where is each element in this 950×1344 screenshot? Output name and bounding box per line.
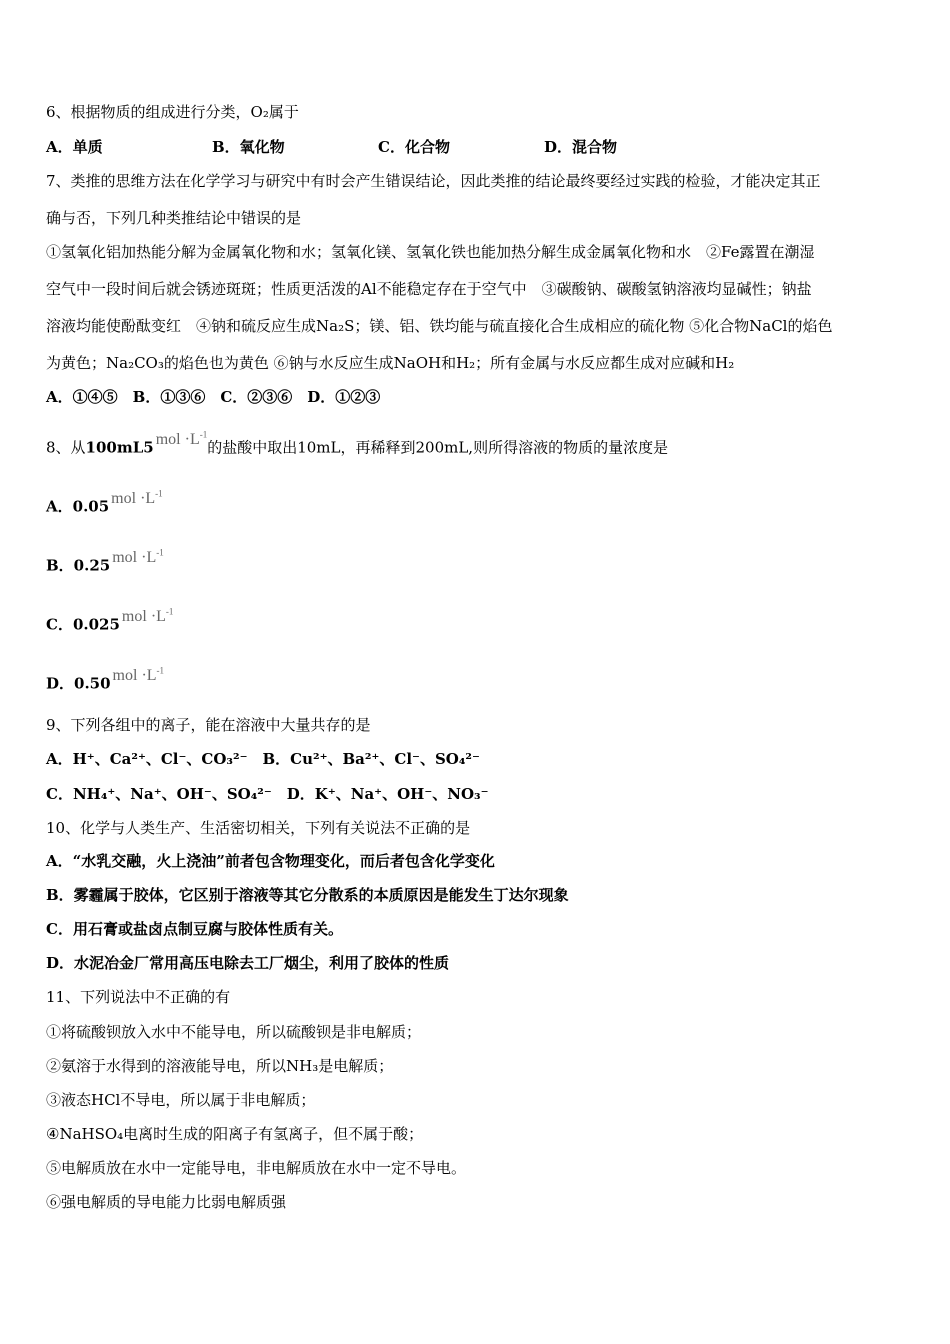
q11-item-6: ⑥强电解质的导电能力比弱电解质强 [46,1193,287,1211]
q11-item-5: ⑤电解质放在水中一定能导电，非电解质放在水中一定不导电。 [46,1159,467,1177]
q8-stem-rest: 的盐酸中取出10mL，再稀释到200mL,则所得溶液的物质的量浓度是 [207,438,669,457]
q8-option-a: A．0.05 mol $\cdot L^{-1}$ [46,489,163,516]
q6-option-a: A．单质 [46,138,103,156]
q6-stem: 6、根据物质的组成进行分类，O₂属于 [46,103,299,121]
q11-item-1: ①将硫酸钡放入水中不能导电，所以硫酸钡是非电解质； [46,1023,422,1041]
q9-stem: 9、下列各组中的离子，能在溶液中大量共存的是 [46,716,371,734]
q7-options: A．①④⑤ B．①③⑥ C．②③⑥ D．①②③ [46,388,381,406]
q11-item-3: ③液态HCl不导电，所以属于非电解质； [46,1091,316,1109]
q10-option-b: B．雾霾属于胶体，它区别于溶液等其它分散系的本质原因是能发生丁达尔现象 [46,886,569,904]
q6-options [46,137,906,157]
q8-option-d: D．0.50 mol $\cdot L^{-1}$ [46,666,165,693]
q10-stem: 10、化学与人类生产、生活密切相关，下列有关说法不正确的是 [46,819,471,837]
q10-option-a: A．“水乳交融，火上浇油”前者包含物理变化，而后者包含化学变化 [46,852,495,870]
q10-option-d: D．水泥冶金厂常用高压电除去工厂烟尘，利用了胶体的性质 [46,954,450,972]
q7-body-line1: ①氢氧化铝加热能分解为金属氧化物和水；氢氧化镁、氢氧化铁也能加热分解生成金属氧化物和水 ②Fe露置在潮湿 [46,243,815,261]
q6-option-b: B．氧化物 [212,138,285,156]
q8-stem [46,430,906,458]
q11-item-4: ④NaHSO₄电离时生成的阳离子有氢离子，但不属于酸； [46,1125,424,1143]
q8-stem-prefix: 8、从 [46,438,86,457]
q8-option-c: C．0.025 mol $\cdot L^{-1}$ [46,607,174,634]
q7-body-line2: 空气中一段时间后就会锈迹斑斑；性质更活泼的Al不能稳定存在于空气中 ③碳酸钠、碳酸氢钠溶液均显碱性；钠盐 [46,280,812,298]
q8-option-b: B．0.25 mol $\cdot L^{-1}$ [46,548,164,575]
q11-stem: 11、下列说法中不正确的有 [46,988,231,1006]
q9-options-line1: A．H⁺、Ca²⁺、Cl⁻、CO₃²⁻ B．Cu²⁺、Ba²⁺、Cl⁻、SO₄²⁻ [46,750,480,768]
q8-stem-unit: mol $\cdot L^{-1}$ [155,430,208,449]
q6-option-d: D．混合物 [544,138,618,156]
q7-body-line4: 为黄色；Na₂CO₃的焰色也为黄色 ⑥钠与水反应生成NaOH和H₂；所有金属与水反应都生成对应碱和H₂ [46,354,735,372]
q9-options-line2: C．NH₄⁺、Na⁺、OH⁻、SO₄²⁻ D．K⁺、Na⁺、OH⁻、NO₃⁻ [46,785,489,803]
q8-stem-volume: 100mL5 [85,438,154,457]
q7-stem-line1: 7、类推的思维方法在化学学习与研究中有时会产生错误结论，因此类推的结论最终要经过实践的检验，才能决定其正 [46,172,821,190]
q7-stem-line2: 确与否，下列几种类推结论中错误的是 [46,209,302,227]
q6-option-c: C．化合物 [378,138,450,156]
q7-body-line3: 溶液均能使酚酞变红 ④钠和硫反应生成Na₂S；镁、铝、铁均能与硫直接化合生成相应的硫化物 ⑤化合物NaCl的焰色 [46,317,833,335]
q10-option-c: C．用石膏或盐卤点制豆腐与胶体性质有关。 [46,920,343,938]
q11-item-2: ②氨溶于水得到的溶液能导电，所以NH₃是电解质； [46,1057,394,1075]
